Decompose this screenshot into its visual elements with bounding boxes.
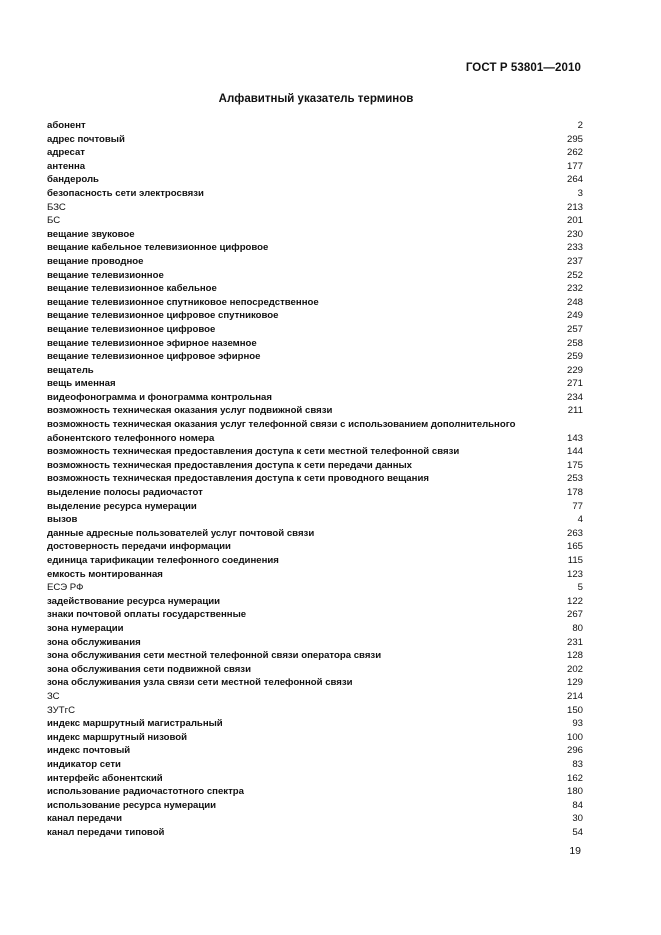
index-entry [47,676,583,690]
index-term: возможность техническая предоставления доступа к сети проводного вещания [47,473,429,485]
index-term: антенна [47,160,86,172]
index-page-number: 100 [566,731,583,743]
index-page-number: 258 [566,337,583,349]
index-term: задействование ресурса нумерации [47,595,221,607]
index-term: ЗУТгС [47,704,76,716]
index-page-number: 296 [566,745,583,757]
index-page-number: 2 [577,120,583,131]
index-page-number: 4 [577,514,583,526]
index-page-number: 271 [566,378,583,390]
index-page-number: 84 [572,799,583,811]
index-entry [47,418,583,445]
index-page-number: 248 [566,296,583,308]
index-entry [47,690,583,704]
index-entry [47,364,583,378]
index-term: безопасность сети электросвязи [47,187,204,199]
index-term: БС [47,215,61,227]
index-term: вещание телевизионное кабельное [47,283,217,295]
index-page-number: 234 [566,391,583,403]
index-entry [47,187,583,201]
index-entry [47,622,583,636]
index-term: возможность техническая оказания услуг телефонной связи с использованием дополнительного абонентского телефонного номера [47,419,516,444]
index-entry [47,160,583,174]
index-page-number: 77 [572,500,583,512]
index-entry [47,772,583,786]
index-term: канал передачи типовой [47,826,165,838]
index-term: вещание звуковое [47,228,135,240]
index-page-number: 150 [566,704,583,716]
index-entry [47,500,583,514]
page-number: 19 [569,845,581,857]
index-term: бандероль [47,174,99,186]
index-entry [47,201,583,215]
index-entry [47,717,583,731]
index-page-number: 252 [566,269,583,281]
index-term: ЗС [47,690,60,702]
index-entry [47,146,583,160]
index-entry [47,459,583,473]
index-entry [47,241,583,255]
index-term: зона обслуживания [47,636,141,648]
index-term: вызов [47,514,78,526]
index-entry [47,527,583,541]
index-page-number: 262 [566,147,583,159]
index-page-number: 175 [566,459,583,471]
index-term: выделение ресурса нумерации [47,500,197,512]
index-term: индикатор сети [47,758,121,770]
index-term: индекс маршрутный низовой [47,731,188,743]
index-term: адрес почтовый [47,133,125,145]
index-entry [47,758,583,772]
index-term: зона обслуживания сети местной телефонной связи оператора связи [47,650,382,662]
index-term: вещание телевизионное цифровое спутниковое [47,310,279,322]
index-term: единица тарификации телефонного соединения [47,555,279,566]
index-page-number: 230 [566,228,583,240]
index-entry [47,269,583,283]
index-page-number: 143 [566,432,583,444]
index-entry [47,663,583,677]
page-title: Алфавитный указатель терминов [218,93,414,105]
index-entry [47,744,583,758]
index-entry [47,540,583,554]
index-entry [47,513,583,527]
index-page-number: 128 [566,650,583,662]
index-entry [47,228,583,242]
index-page-number: 180 [566,786,583,798]
index-page-number: 123 [566,568,583,580]
index-term: данные адресные пользователей услуг почтовой связи [47,527,315,539]
index-term: видеофонограмма и фонограмма контрольная [47,391,272,403]
index-term: зона нумерации [47,622,124,634]
index-term: вещание телевизионное [47,269,164,281]
index-entry [47,826,583,840]
index-entry [47,799,583,813]
index-entry [47,309,583,323]
index-page-number: 54 [572,826,583,838]
index-page-number: 144 [566,446,583,458]
index-entry [47,568,583,582]
index-entry [47,704,583,718]
index-page-number: 115 [567,555,583,566]
index-page-number: 202 [566,663,583,675]
index-page-number: 122 [566,595,583,607]
index-entry [47,486,583,500]
index-entry [47,445,583,459]
index-entry [47,214,583,228]
index-page-number: 232 [566,283,583,295]
index-term: знаки почтовой оплаты государственные [47,609,247,621]
index-page-number: 211 [567,405,583,417]
index-entry [47,404,583,418]
index-page-number: 93 [572,718,583,730]
index-entry [47,636,583,650]
standard-designation: ГОСТ Р 53801—2010 [465,62,581,74]
index-entry [47,337,583,351]
index-entry [47,581,583,595]
index-page-number: 30 [572,813,583,825]
term-index-list [47,119,583,839]
index-term: зона обслуживания сети подвижной связи [47,663,251,675]
index-page-number: 83 [572,758,583,770]
index-page-number: 257 [566,323,583,335]
index-term: зона обслуживания узла связи сети местной телефонной связи [47,677,353,689]
index-page-number: 129 [566,677,583,689]
index-entry [47,377,583,391]
index-page-number: 259 [566,351,583,363]
index-term: БЗС [47,201,66,213]
index-page-number: 295 [566,133,583,145]
index-term: вещание телевизионное цифровое [47,323,216,335]
index-entry [47,119,583,133]
index-term: достоверность передачи информации [47,541,231,553]
index-page-number: 253 [566,473,583,485]
index-page-number: 80 [572,622,583,634]
index-entry [47,472,583,486]
index-term: возможность техническая предоставления доступа к сети передачи данных [47,459,413,471]
index-entry [47,323,583,337]
index-term: интерфейс абонентский [47,772,163,784]
index-page-number: 267 [566,609,583,621]
index-entry [47,785,583,799]
index-entry [47,296,583,310]
index-term: емкость монтированная [47,568,163,580]
index-page-number: 214 [566,690,583,702]
index-page-number: 3 [577,187,583,199]
index-term: индекс маршрутный магистральный [47,718,223,730]
index-term: возможность техническая оказания услуг подвижной связи [47,405,333,417]
index-page-number: 201 [566,215,583,227]
index-entry [47,595,583,609]
index-term: канал передачи [47,813,123,825]
index-term: индекс почтовый [47,745,131,757]
index-term: адресат [47,147,85,159]
index-term: использование ресурса нумерации [47,799,217,811]
index-page-number: 237 [566,255,583,267]
index-term: абонент [47,120,86,131]
index-term: вещание телевизионное эфирное наземное [47,337,257,349]
index-term: вещание телевизионное цифровое эфирное [47,351,261,363]
index-term: ЕСЭ РФ [47,582,84,594]
index-page-number: 231 [566,636,583,648]
index-entry [47,350,583,364]
index-entry [47,608,583,622]
index-entry [47,282,583,296]
index-entry [47,812,583,826]
index-term: вещание проводное [47,255,144,267]
index-page-number: 5 [577,582,583,594]
index-page-number: 178 [566,487,583,499]
index-page-number: 229 [566,364,583,376]
index-entry [47,133,583,147]
index-entry [47,255,583,269]
index-page-number: 263 [566,527,583,539]
index-page-number: 213 [566,201,583,213]
index-page-number: 165 [566,541,583,553]
index-page-number: 177 [566,160,583,172]
index-entry [47,649,583,663]
index-term: использование радиочастотного спектра [47,786,244,798]
index-term: вещание телевизионное спутниковое непосредственное [47,296,319,308]
index-term: возможность техническая предоставления доступа к сети местной телефонной связи [47,446,460,458]
index-page-number: 264 [566,174,583,186]
index-entry [47,731,583,745]
index-page-number: 233 [566,242,583,254]
index-term: выделение полосы радиочастот [47,487,203,499]
index-term: вещание кабельное телевизионное цифровое [47,242,269,254]
index-entry [47,554,583,568]
index-term: вещь именная [47,378,116,390]
index-entry [47,391,583,405]
index-term: вещатель [47,364,94,376]
index-page-number: 162 [566,772,583,784]
index-page-number: 249 [566,310,583,322]
index-entry [47,173,583,187]
